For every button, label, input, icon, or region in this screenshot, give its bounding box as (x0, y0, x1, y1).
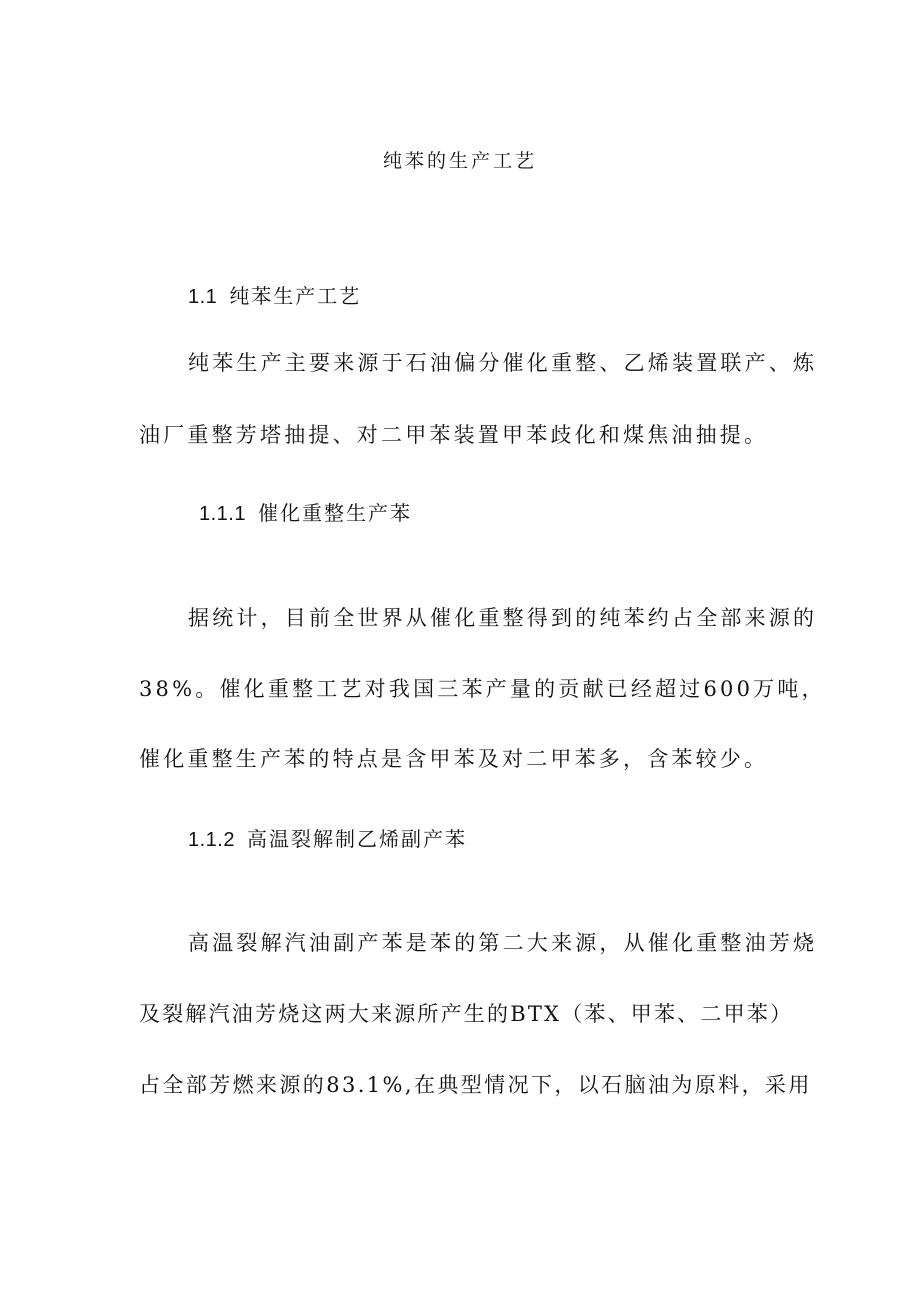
paragraph-line: 38%。催化重整工艺对我国三苯产量的贡献已经超过600万吨， (139, 677, 826, 701)
section-heading-1-1-2 (188, 825, 467, 854)
paragraph-line: 据统计，目前全世界从催化重整得到的纯苯约占全部来源的 (188, 606, 818, 630)
section-heading-text: 高温裂解制乙烯副产苯 (246, 827, 467, 851)
paragraph-line: 及裂解汽油芳烧这两大来源所产生的BTX（苯、甲苯、二甲苯） (139, 1002, 794, 1026)
section-heading-text: 纯苯生产工艺 (229, 284, 362, 308)
document-title: 纯苯的生产工艺 (382, 150, 537, 172)
section-number: 1.1.1 (199, 503, 246, 525)
section-number: 1.1.2 (188, 829, 235, 851)
paragraph-line: 油厂重整芳塔抽提、对二甲苯装置甲苯歧化和煤焦油抽提。 (139, 423, 769, 447)
paragraph-line: 高温裂解汽油副产苯是苯的第二大来源，从催化重整油芳烧 (188, 931, 818, 955)
section-heading-1-1 (188, 282, 361, 311)
section-heading-text: 催化重整生产苯 (257, 501, 412, 525)
section-heading-1-1-1 (199, 499, 412, 528)
section-number: 1.1 (188, 286, 218, 308)
paragraph-line: 催化重整生产苯的特点是含甲苯及对二甲苯多，含苯较少。 (139, 747, 769, 771)
paragraph-line: 纯苯生产主要来源于石油偏分催化重整、乙烯装置联产、炼 (188, 351, 818, 375)
paragraph-line: 占全部芳燃来源的83.1%,在典型情况下，以石脑油为原料，采用 (139, 1073, 812, 1097)
